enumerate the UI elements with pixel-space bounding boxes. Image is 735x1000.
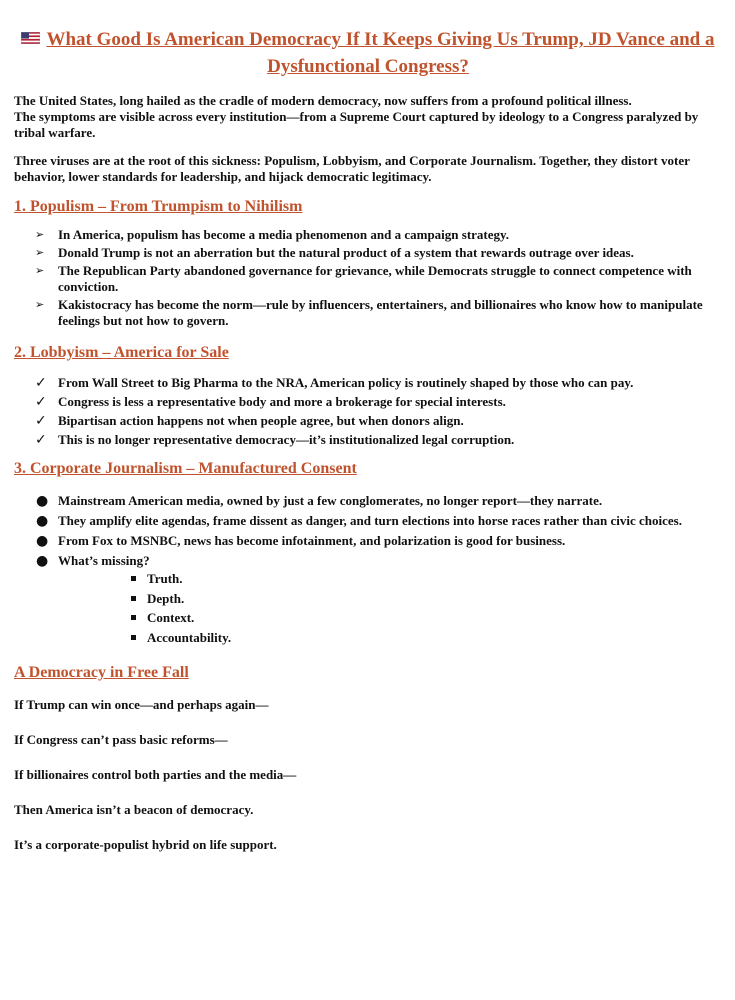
- arrowhead-bullet-icon: ➢: [35, 228, 45, 241]
- checkmark-bullet-icon: ✓: [35, 375, 47, 391]
- populism-list: [14, 227, 722, 329]
- closing-line-1: If Trump can win once—and perhaps again—: [14, 697, 269, 712]
- list-item: ✓ Bipartisan action happens not when people agree, but when donors align.: [35, 413, 464, 429]
- dot-bullet-icon: ●: [36, 513, 49, 529]
- closing-line-5: It’s a corporate-populist hybrid on life support.: [14, 837, 277, 852]
- list-item: ✓ From Wall Street to Big Pharma to the NRA, American policy is routinely shaped by those who can pay.: [35, 375, 634, 391]
- intro-paragraph-2: The symptoms are visible across every institution—from a Supreme Court captured by ideology to a Congress paralyzed by tribal warfare.: [14, 109, 699, 140]
- arrowhead-bullet-icon: ➢: [35, 298, 45, 311]
- arrowhead-bullet-icon: ➢: [35, 264, 45, 277]
- checkmark-bullet-icon: ✓: [35, 432, 47, 448]
- square-bullet-icon: [131, 596, 136, 601]
- sublist-item: Truth.: [58, 569, 722, 589]
- list-item: ➢ The Republican Party abandoned governance for grievance, while Democrats struggle to connect competence with conviction.: [35, 263, 692, 294]
- checkmark-bullet-icon: ✓: [35, 413, 47, 429]
- square-bullet-icon: [131, 615, 136, 620]
- journalism-list: [14, 493, 722, 647]
- intro-paragraph-1: The United States, long hailed as the cradle of modern democracy, now suffers from a profound political illness.: [14, 93, 632, 108]
- closing-line-3: If billionaires control both parties and the media—: [14, 767, 297, 782]
- list-item: ✓ Congress is less a representative body and more a brokerage for special interests.: [35, 394, 506, 410]
- section-heading-lobbyism: 2. Lobbyism – America for Sale: [14, 344, 229, 361]
- section-heading-free-fall: A Democracy in Free Fall: [14, 664, 189, 681]
- dot-bullet-icon: ●: [36, 533, 49, 549]
- title-text: What Good Is American Democracy If It Keeps Giving Us Trump, JD Vance and a Dysfunctional Congress?: [46, 29, 715, 77]
- intro-paragraph-3: Three viruses are at the root of this sickness: Populism, Lobbyism, and Corporate Journalism. Together, they distort voter behavior, lower standards for leadership, and hijack democratic legitimacy.: [14, 153, 690, 184]
- sublist-item: Depth.: [58, 589, 722, 609]
- list-item: ● From Fox to MSNBC, news has become infotainment, and polarization is good for business.: [36, 533, 566, 549]
- section-heading-populism: 1. Populism – From Trumpism to Nihilism: [14, 198, 303, 215]
- sublist-item: Accountability.: [58, 628, 722, 648]
- sublist-item: Context.: [58, 608, 722, 628]
- article: [14, 26, 722, 853]
- list-item: ➢ Kakistocracy has become the norm—rule by influencers, entertainers, and billionaires who know how to manipulate feelings but not how to govern.: [35, 297, 703, 328]
- arrowhead-bullet-icon: ➢: [35, 246, 45, 259]
- list-item: ● They amplify elite agendas, frame dissent as danger, and turn elections into horse races rather than civic choices.: [36, 513, 682, 529]
- list-item: ● What’s missing? Truth. Depth. Context. Accountability.: [14, 553, 722, 647]
- checkmark-bullet-icon: ✓: [35, 394, 47, 410]
- us-flag-icon: [21, 32, 40, 44]
- square-bullet-icon: [131, 576, 136, 581]
- section-heading-journalism: 3. Corporate Journalism – Manufactured Consent: [14, 460, 357, 477]
- list-item: ✓ This is no longer representative democracy—it’s institutionalized legal corruption.: [35, 432, 515, 448]
- closing-line-2: If Congress can’t pass basic reforms—: [14, 732, 228, 747]
- list-item: ● Mainstream American media, owned by just a few conglomerates, no longer report—they narrate.: [36, 493, 603, 509]
- closing-line-4: Then America isn’t a beacon of democracy.: [14, 802, 254, 817]
- lobbyism-list: [14, 375, 722, 448]
- page-title: [14, 26, 722, 80]
- list-item: ➢ Donald Trump is not an aberration but the natural product of a system that rewards outrage over ideas.: [35, 245, 634, 260]
- dot-bullet-icon: ●: [36, 493, 49, 509]
- whats-missing-sublist: [58, 569, 722, 647]
- dot-bullet-icon: ●: [36, 553, 49, 569]
- square-bullet-icon: [131, 635, 136, 640]
- list-item: ➢ In America, populism has become a media phenomenon and a campaign strategy.: [35, 227, 510, 242]
